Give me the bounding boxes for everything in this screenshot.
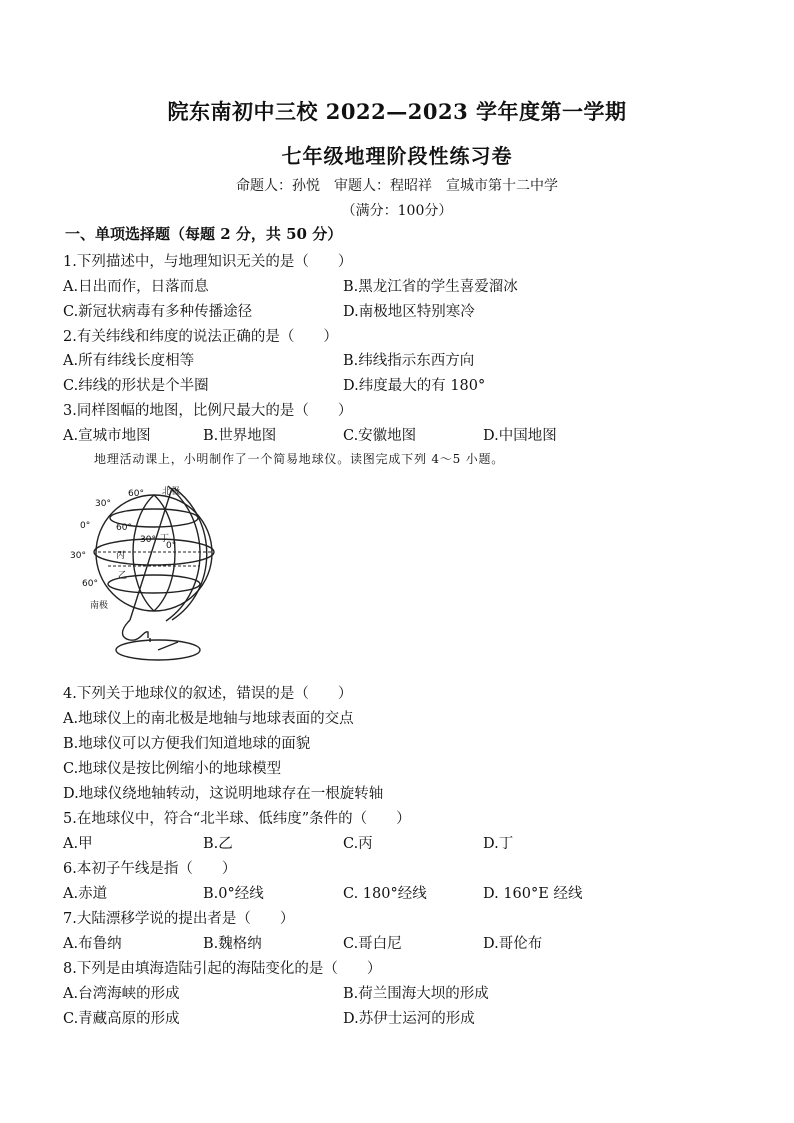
globe-figure [68, 480, 228, 665]
question-stem: 2.有关纬线和纬度的说法正确的是（ ） [63, 329, 338, 345]
option: A.甲 [63, 836, 93, 852]
label-lat: 60° [128, 489, 144, 499]
option: A.台湾海峡的形成 [63, 986, 180, 1002]
label-inner: 30° [140, 535, 156, 545]
option: A.赤道 [63, 886, 108, 902]
option: C.丙 [343, 836, 373, 852]
option: D.纬度最大的有 180° [343, 378, 486, 394]
option: B.乙 [203, 836, 233, 852]
label-inner: 0° [166, 541, 177, 551]
label-south-pole: 南极 [90, 601, 109, 611]
exam-title: 院东南初中三校 2022—2023 学年度第一学期 [167, 99, 627, 124]
option: D.地球仪绕地轴转动，这说明地球存在一根旋转轴 [63, 786, 384, 802]
option: A.布鲁纳 [63, 936, 122, 952]
question-stem: 1.下列描述中，与地理知识无关的是（ ） [63, 254, 353, 270]
exam-subtitle: 七年级地理阶段性练习卷 [281, 144, 513, 168]
option: D.南极地区特别寒冷 [343, 304, 475, 320]
option: B.荷兰围海大坝的形成 [343, 986, 489, 1002]
option: A.日出而作，日落而息 [63, 279, 209, 295]
label-north-pole: 北极 [162, 487, 181, 497]
label-inner: 60° [116, 523, 132, 533]
option: B.世界地图 [203, 428, 277, 444]
option: D.丁 [483, 836, 514, 852]
question-stem: 5.在地球仪中，符合“北半球、低纬度”条件的（ ） [63, 811, 411, 827]
option: C.地球仪是按比例缩小的地球模型 [63, 761, 282, 777]
option: D.中国地图 [483, 428, 557, 444]
option: C.哥白尼 [343, 936, 402, 952]
option: C.青藏高原的形成 [63, 1011, 180, 1027]
full-score: （满分：100分） [341, 203, 453, 219]
question-stem: 4.下列关于地球仪的叙述，错误的是（ ） [63, 686, 353, 702]
label-lat: 30° [70, 551, 86, 561]
label-lat: 0° [80, 521, 91, 531]
option: B.黑龙江省的学生喜爱溜冰 [343, 279, 518, 295]
question-stem: 8.下列是由填海造陆引起的海陆变化的是（ ） [63, 961, 382, 977]
author-info: 命题人：孙悦 审题人：程昭祥 宣城市第十二中学 [236, 178, 558, 194]
option: C.新冠状病毒有多种传播途径 [63, 304, 253, 320]
option: C.纬线的形状是个半圈 [63, 378, 209, 394]
option: C. 180°经线 [343, 886, 427, 902]
label-ding: 丁 [160, 534, 170, 544]
option: A.宣城市地图 [63, 428, 151, 444]
option: B.魏格纳 [203, 936, 262, 952]
option: D.哥伦布 [483, 936, 543, 952]
question-stem: 7.大陆漂移学说的提出者是（ ） [63, 911, 295, 927]
label-lat: 30° [95, 499, 111, 509]
question-stem: 3.同样图幅的地图，比例尺最大的是（ ） [63, 403, 353, 419]
option: D. 160°E 经线 [483, 886, 583, 902]
label-yi: 乙 [118, 571, 128, 581]
label-bing: 丙 [116, 551, 126, 561]
option: A.所有纬线长度相等 [63, 353, 195, 369]
figure-intro: 地理活动课上，小明制作了一个简易地球仪。读图完成下列 4～5 小题。 [94, 452, 505, 466]
question-stem: 6.本初子午线是指（ ） [63, 861, 237, 877]
option: C.安徽地图 [343, 428, 417, 444]
label-lat: 60° [82, 579, 98, 589]
option: D.苏伊士运河的形成 [343, 1011, 475, 1027]
option: B.纬线指示东西方向 [343, 353, 475, 369]
section-title: 一、单项选择题（每题 2 分，共 50 分） [65, 225, 343, 243]
option: B.地球仪可以方便我们知道地球的面貌 [63, 736, 311, 752]
option: A.地球仪上的南北极是地轴与地球表面的交点 [63, 711, 354, 727]
option: B.0°经线 [203, 886, 264, 902]
globe-stand [123, 620, 149, 640]
